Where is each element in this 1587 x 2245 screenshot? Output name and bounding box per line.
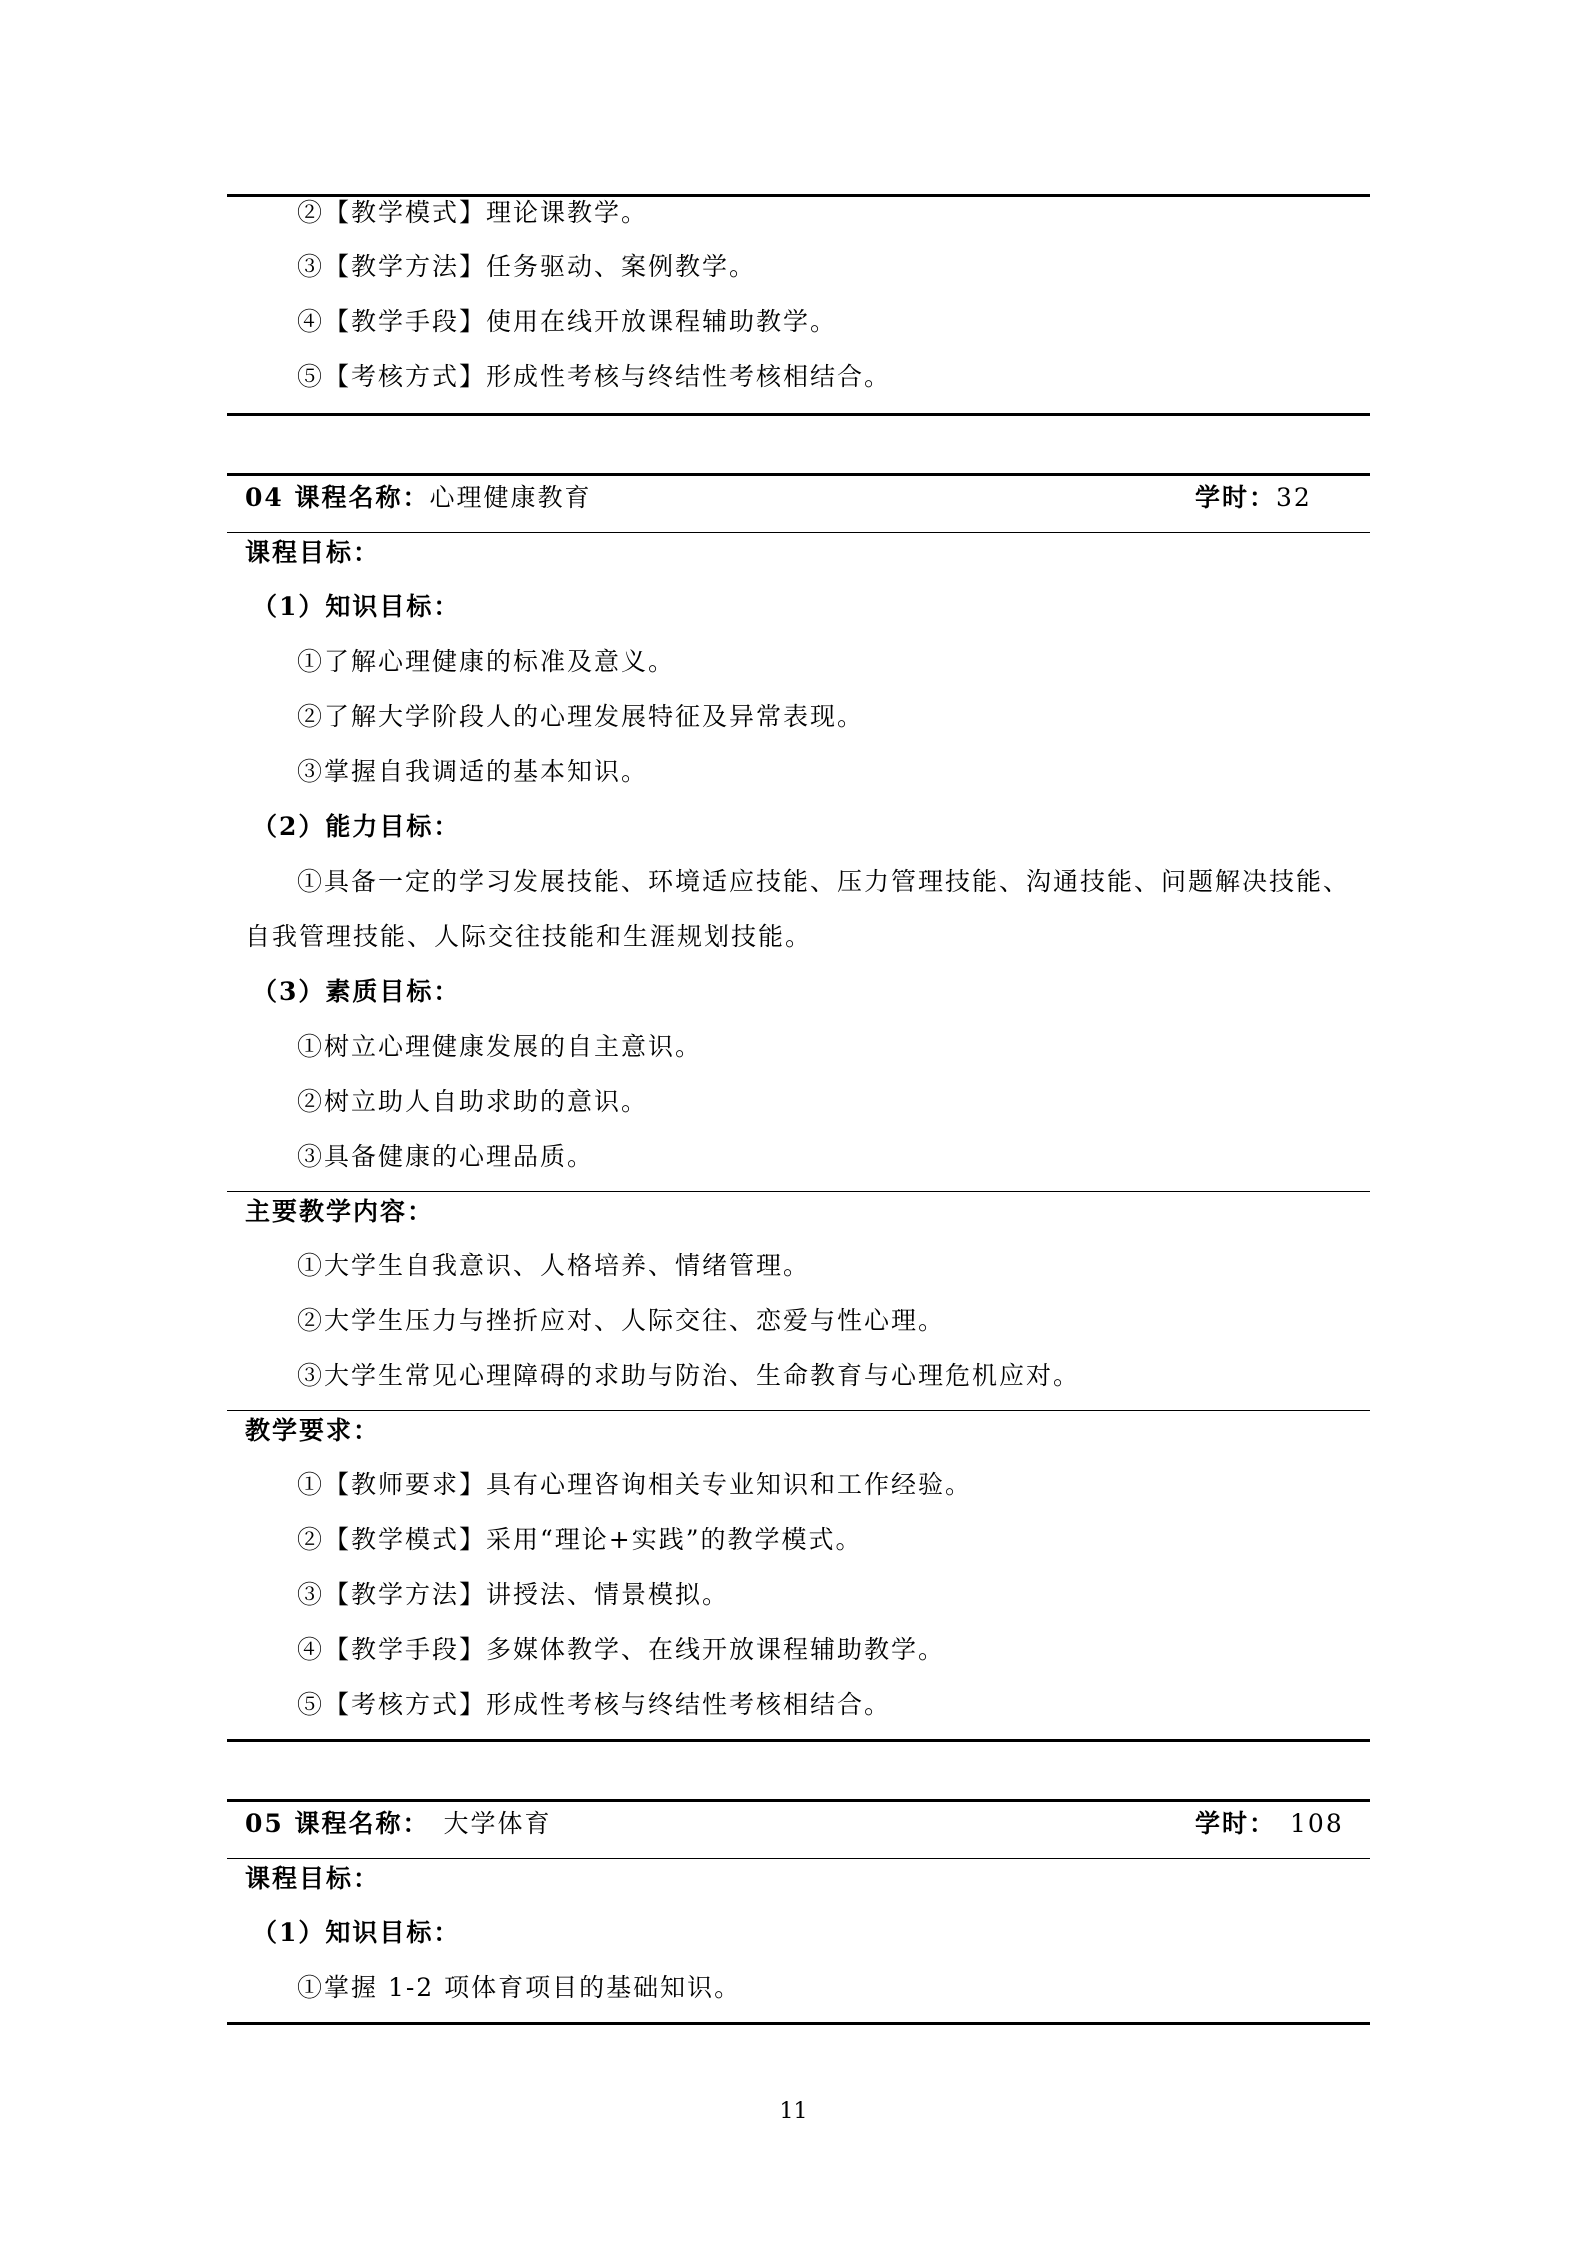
list-item: ②【教学模式】采用“理论+实践”的教学模式。 — [297, 1525, 863, 1554]
list-item: ①掌握 1-2 项体育项目的基础知识。 — [297, 1973, 742, 2002]
knowledge-heading: （1）知识目标： — [252, 592, 461, 621]
content-heading: 主要教学内容： — [245, 1197, 435, 1226]
hours-value: 32 — [1276, 483, 1312, 512]
course-header-bottom-rule — [227, 1858, 1370, 1859]
list-item: ⑤【考核方式】形成性考核与终结性考核相结合。 — [297, 1690, 892, 1719]
course-header-bottom-rule — [227, 532, 1370, 533]
list-item: ③掌握自我调适的基本知识。 — [297, 757, 649, 786]
course-header-top-rule — [227, 1799, 1370, 1802]
list-item: ②【教学模式】理论课教学。 — [297, 198, 649, 227]
list-item: ④【教学手段】使用在线开放课程辅助教学。 — [297, 307, 838, 336]
course-title — [245, 1808, 552, 1840]
list-item: ①具备一定的学习发展技能、环境适应技能、压力管理技能、沟通技能、问题解决技能、 — [297, 867, 1351, 896]
section-bottom-rule — [227, 1739, 1370, 1742]
list-item: ③【教学方法】任务驱动、案例教学。 — [297, 252, 757, 281]
course-hours — [1195, 482, 1312, 514]
list-item: ①【教师要求】具有心理咨询相关专业知识和工作经验。 — [297, 1470, 973, 1499]
goals-heading: 课程目标： — [245, 1864, 381, 1893]
goals-heading: 课程目标： — [245, 538, 381, 567]
list-item: ①了解心理健康的标准及意义。 — [297, 647, 676, 676]
list-item: ④【教学手段】多媒体教学、在线开放课程辅助教学。 — [297, 1635, 946, 1664]
ability-heading: （2）能力目标： — [252, 812, 461, 841]
knowledge-heading: （1）知识目标： — [252, 1918, 461, 1947]
list-item: ②大学生压力与挫折应对、人际交往、恋爱与性心理。 — [297, 1306, 946, 1335]
hours-label: 学时： — [1195, 483, 1277, 512]
page-number: 11 — [779, 2099, 808, 2124]
list-item: ③大学生常见心理障碍的求助与防治、生命教育与心理危机应对。 — [297, 1361, 1081, 1390]
course-title — [245, 482, 592, 514]
list-item: ②了解大学阶段人的心理发展特征及异常表现。 — [297, 702, 865, 731]
course-name: 大学体育 — [443, 1809, 552, 1838]
content-divider — [227, 1191, 1370, 1192]
requirements-heading: 教学要求： — [245, 1416, 381, 1445]
hours-label: 学时： — [1195, 1809, 1277, 1838]
list-item: ③【教学方法】讲授法、情景模拟。 — [297, 1580, 730, 1609]
quality-heading: （3）素质目标： — [252, 977, 461, 1006]
list-item-continuation: 自我管理技能、人际交往技能和生涯规划技能。 — [245, 922, 813, 951]
list-item: ③具备健康的心理品质。 — [297, 1142, 595, 1171]
hours-value: 108 — [1290, 1809, 1344, 1838]
course-header-top-rule — [227, 473, 1370, 476]
course-name-label: 04 课程名称： — [245, 483, 430, 512]
requirements-divider — [227, 1410, 1370, 1411]
course-name: 心理健康教育 — [429, 483, 592, 512]
list-item: ①大学生自我意识、人格培养、情绪管理。 — [297, 1251, 811, 1280]
course-hours — [1195, 1808, 1344, 1840]
list-item: ⑤【考核方式】形成性考核与终结性考核相结合。 — [297, 362, 892, 391]
section-bottom-rule — [227, 2022, 1370, 2025]
list-item: ②树立助人自助求助的意识。 — [297, 1087, 649, 1116]
list-item: ①树立心理健康发展的自主意识。 — [297, 1032, 703, 1061]
section-bottom-rule — [227, 413, 1370, 416]
course-name-label: 05 课程名称： — [245, 1809, 430, 1838]
